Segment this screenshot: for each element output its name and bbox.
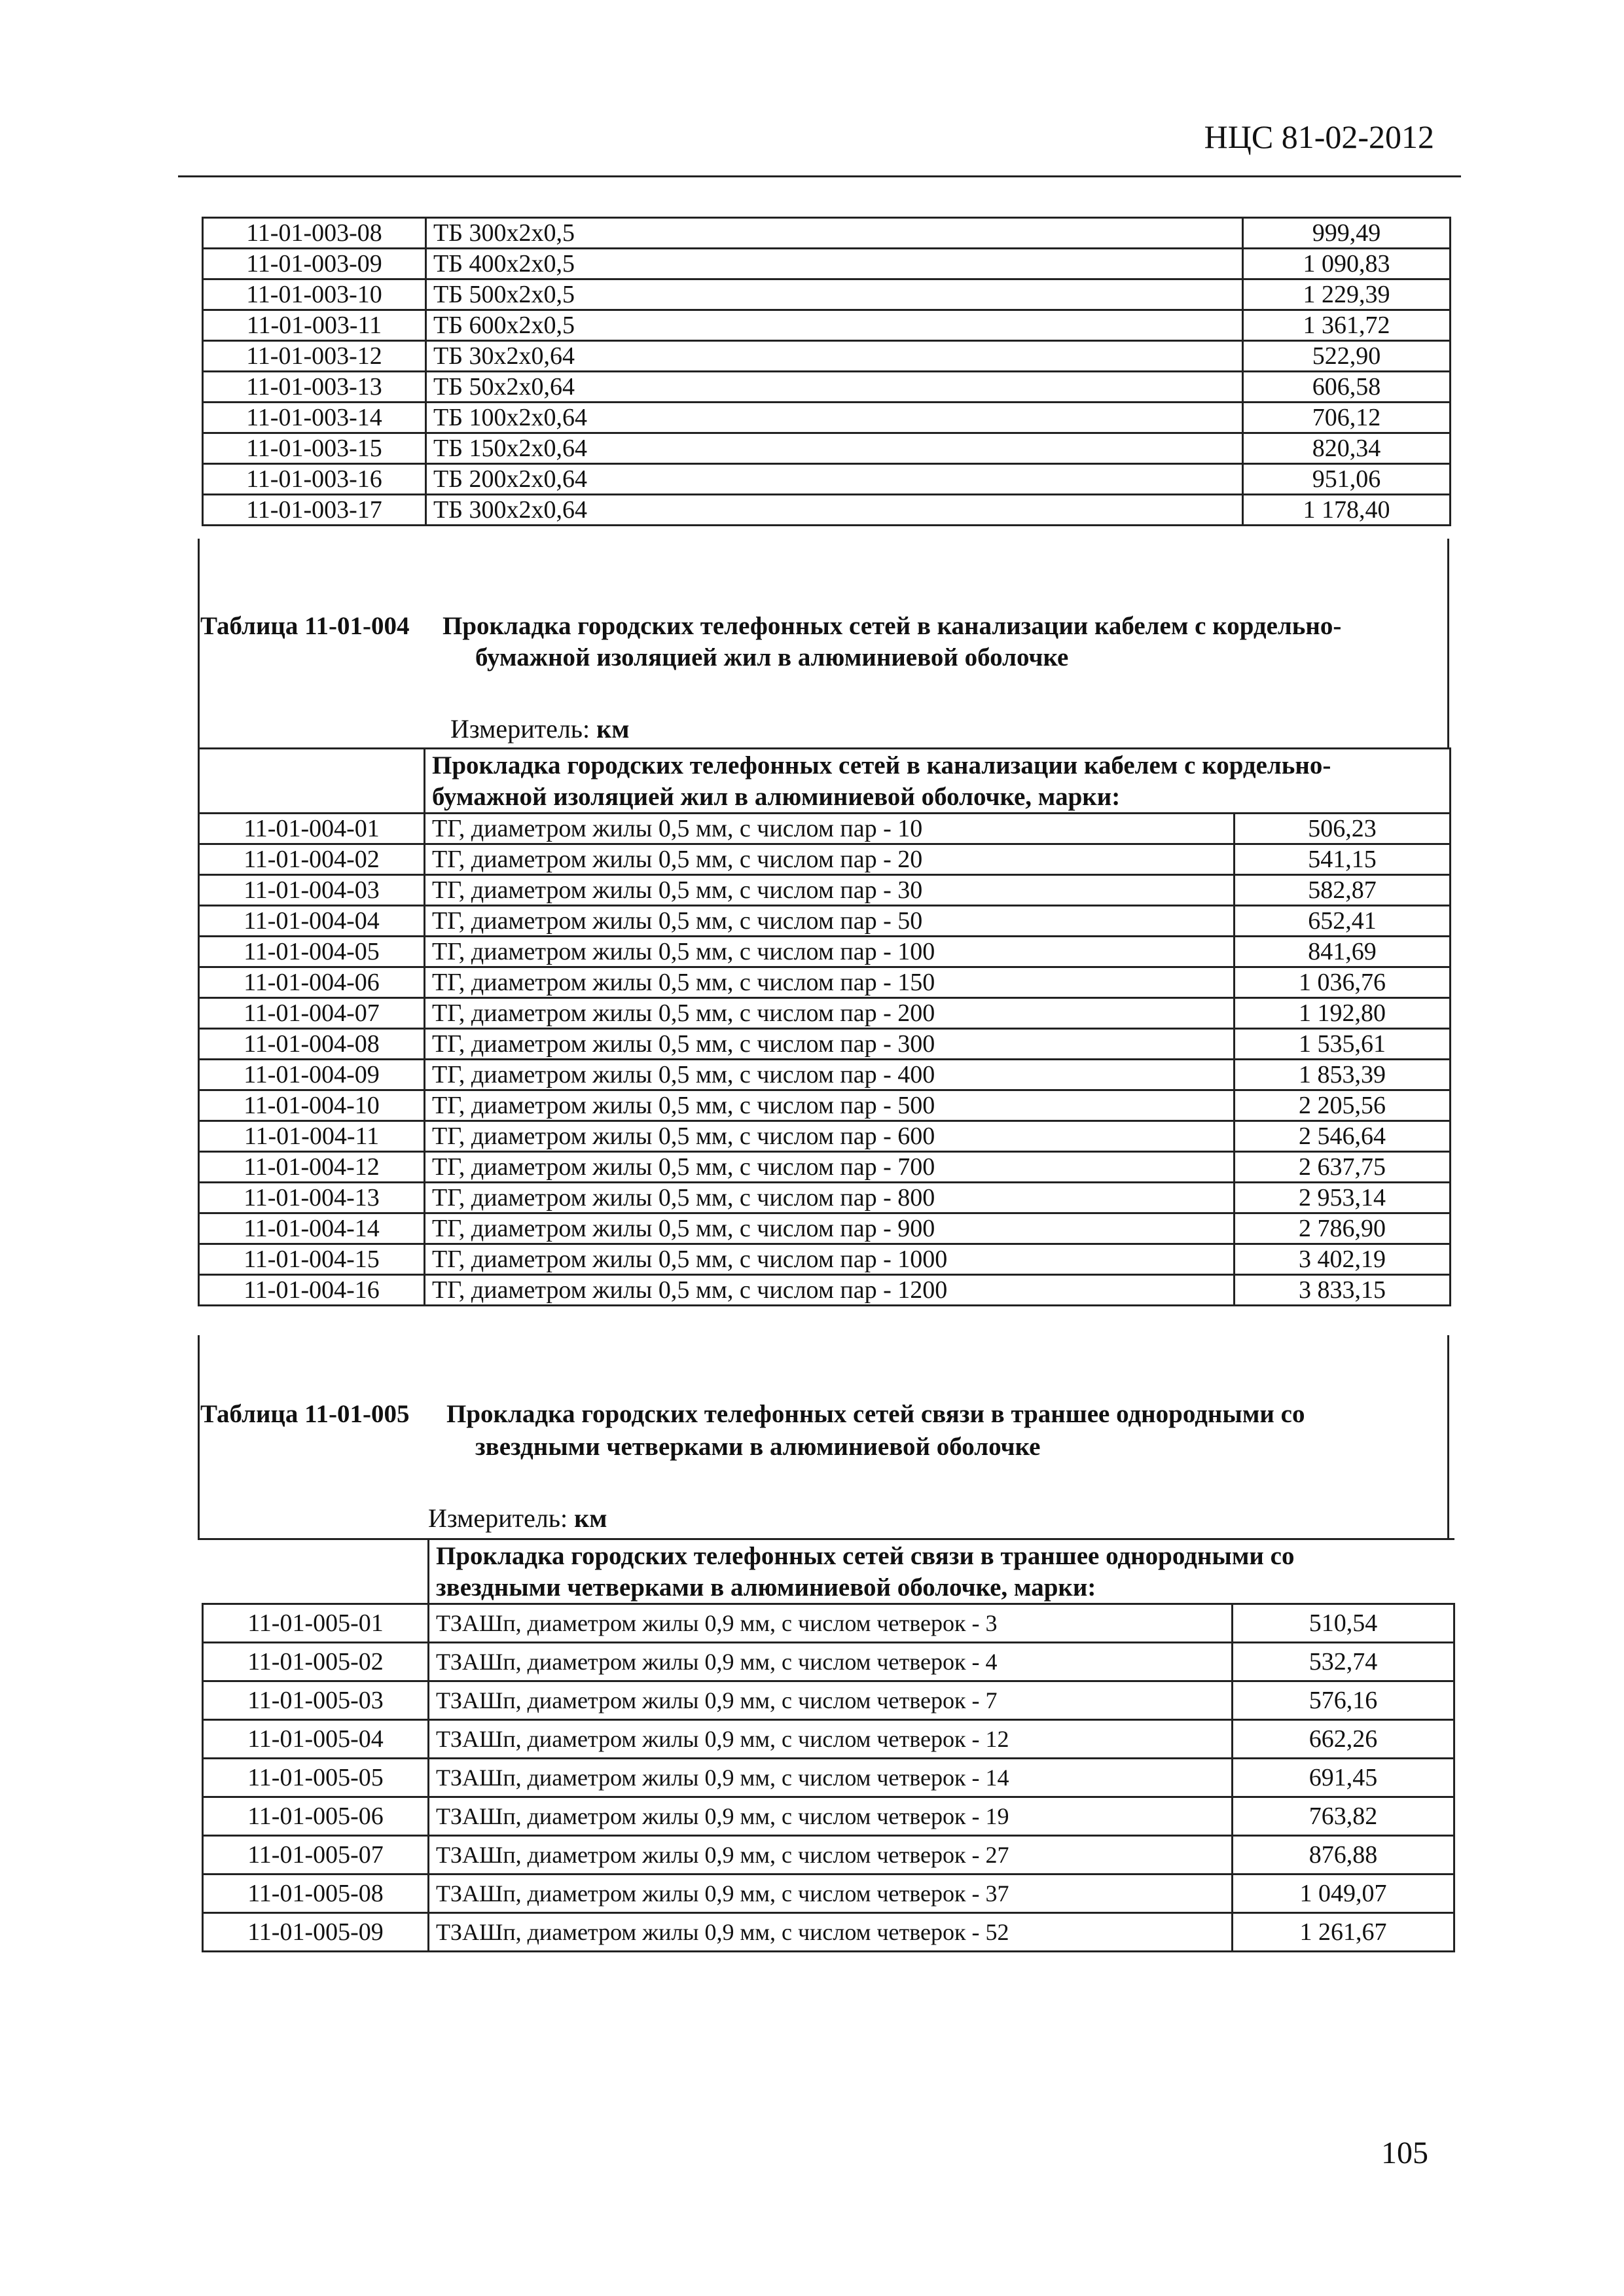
table-row (199, 1060, 1451, 1090)
value-cell: 691,45 (1233, 1759, 1454, 1797)
table-row (199, 1275, 1451, 1306)
code-cell: 11-01-003-15 (203, 433, 426, 464)
name-cell: ТГ, диаметром жилы 0,5 мм, с числом пар - 1200 (425, 1275, 1235, 1306)
table-row (203, 1604, 1454, 1643)
code-cell: 11-01-005-07 (203, 1836, 429, 1874)
name-cell: ТБ 30х2х0,64 (426, 341, 1243, 372)
table-row (203, 1681, 1454, 1720)
table-row (199, 814, 1451, 844)
table-row (203, 1836, 1454, 1874)
value-cell: 2 546,64 (1235, 1121, 1451, 1152)
code-cell: 11-01-003-11 (203, 310, 426, 341)
value-cell: 2 637,75 (1235, 1152, 1451, 1183)
value-cell: 763,82 (1233, 1797, 1454, 1836)
name-cell: ТЗАШп, диаметром жилы 0,9 мм, с числом четверок - 52 (429, 1913, 1233, 1952)
measure-unit-value: км (596, 714, 630, 744)
name-cell: ТГ, диаметром жилы 0,5 мм, с числом пар - 30 (425, 875, 1235, 906)
table-row (199, 937, 1451, 967)
header-rule (178, 175, 1461, 177)
name-cell: ТГ, диаметром жилы 0,5 мм, с числом пар - 900 (425, 1213, 1235, 1244)
name-cell: ТБ 100х2х0,64 (426, 403, 1243, 433)
code-cell: 11-01-003-10 (203, 279, 426, 310)
name-cell: ТГ, диаметром жилы 0,5 мм, с числом пар - 500 (425, 1090, 1235, 1121)
measure-unit-value: км (574, 1503, 607, 1533)
table-row (203, 403, 1451, 433)
table-row (203, 1797, 1454, 1836)
code-cell: 11-01-004-09 (199, 1060, 425, 1090)
table-row (203, 495, 1451, 526)
name-cell: ТГ, диаметром жилы 0,5 мм, с числом пар - 100 (425, 937, 1235, 967)
code-cell: 11-01-003-14 (203, 403, 426, 433)
value-cell: 606,58 (1243, 372, 1451, 403)
table-title-line2: звездными четверками в алюминиевой оболочке (475, 1433, 1041, 1461)
group-header-row (199, 749, 1451, 814)
table-label: Таблица 11-01-004 (200, 612, 410, 640)
code-cell: 11-01-005-06 (203, 1797, 429, 1836)
code-cell: 11-01-004-08 (199, 1029, 425, 1060)
table-body-rows (203, 1604, 1454, 1952)
price-table-11-01-003 (202, 217, 1451, 526)
section-frame-left (198, 1335, 200, 1538)
name-cell: ТГ, диаметром жилы 0,5 мм, с числом пар - 1000 (425, 1244, 1235, 1275)
name-cell: ТЗАШп, диаметром жилы 0,9 мм, с числом четверок - 3 (429, 1604, 1233, 1643)
table-row (199, 1244, 1451, 1275)
code-cell: 11-01-005-01 (203, 1604, 429, 1643)
value-cell: 876,88 (1233, 1836, 1454, 1874)
value-cell: 1 090,83 (1243, 249, 1451, 279)
name-cell: ТЗАШп, диаметром жилы 0,9 мм, с числом четверок - 19 (429, 1797, 1233, 1836)
name-cell: ТГ, диаметром жилы 0,5 мм, с числом пар - 300 (425, 1029, 1235, 1060)
group-header-row (203, 1539, 1454, 1604)
code-cell: 11-01-004-06 (199, 967, 425, 998)
table-body (199, 749, 1451, 814)
measure-label: Измеритель: (428, 1503, 575, 1533)
name-cell: ТЗАШп, диаметром жилы 0,9 мм, с числом четверок - 4 (429, 1643, 1233, 1681)
name-cell: ТБ 500х2х0,5 (426, 279, 1243, 310)
code-cell: 11-01-004-12 (199, 1152, 425, 1183)
table-row (203, 1759, 1454, 1797)
group-heading-line2: бумажной изоляцией жил в алюминиевой оболочке, марки: (432, 783, 1121, 811)
table-row (203, 433, 1451, 464)
price-table-11-01-004 (198, 747, 1451, 1306)
value-cell: 1 192,80 (1235, 998, 1451, 1029)
table-row (203, 249, 1451, 279)
table-row (203, 341, 1451, 372)
value-cell: 999,49 (1243, 218, 1451, 249)
name-cell: ТГ, диаметром жилы 0,5 мм, с числом пар - 200 (425, 998, 1235, 1029)
value-cell: 820,34 (1243, 433, 1451, 464)
name-cell: ТГ, диаметром жилы 0,5 мм, с числом пар - 150 (425, 967, 1235, 998)
value-cell: 3 402,19 (1235, 1244, 1451, 1275)
code-cell: 11-01-004-11 (199, 1121, 425, 1152)
name-cell: ТЗАШп, диаметром жилы 0,9 мм, с числом четверок - 37 (429, 1874, 1233, 1913)
table-row (199, 1213, 1451, 1244)
value-cell: 1 361,72 (1243, 310, 1451, 341)
value-cell: 951,06 (1243, 464, 1451, 495)
name-cell: ТБ 600х2х0,5 (426, 310, 1243, 341)
code-cell: 11-01-004-05 (199, 937, 425, 967)
name-cell: ТГ, диаметром жилы 0,5 мм, с числом пар - 400 (425, 1060, 1235, 1090)
code-cell: 11-01-004-07 (199, 998, 425, 1029)
value-cell: 652,41 (1235, 906, 1451, 937)
code-cell: 11-01-004-14 (199, 1213, 425, 1244)
price-table-11-01-005 (202, 1538, 1455, 1952)
value-cell: 1 535,61 (1235, 1029, 1451, 1060)
table-label: Таблица 11-01-005 (200, 1400, 410, 1428)
value-cell: 532,74 (1233, 1643, 1454, 1681)
table-row (199, 967, 1451, 998)
table-row (203, 279, 1451, 310)
code-cell: 11-01-005-09 (203, 1913, 429, 1952)
code-cell: 11-01-004-16 (199, 1275, 425, 1306)
value-cell: 3 833,15 (1235, 1275, 1451, 1306)
table-row (203, 372, 1451, 403)
table-title-line2: бумажной изоляцией жил в алюминиевой оболочке (475, 643, 1069, 672)
code-cell: 11-01-004-02 (199, 844, 425, 875)
code-cell: 11-01-003-12 (203, 341, 426, 372)
code-cell: 11-01-005-08 (203, 1874, 429, 1913)
table-row (203, 218, 1451, 249)
code-cell: 11-01-003-09 (203, 249, 426, 279)
group-heading-line1: Прокладка городских телефонных сетей связи в траншее однородными со (436, 1542, 1295, 1570)
value-cell: 2 953,14 (1235, 1183, 1451, 1213)
table-row (199, 1183, 1451, 1213)
value-cell: 1 853,39 (1235, 1060, 1451, 1090)
table-row (203, 464, 1451, 495)
table-title-line1: Прокладка городских телефонных сетей в канализации кабелем с кордельно- (442, 612, 1342, 640)
name-cell: ТБ 400х2х0,5 (426, 249, 1243, 279)
measure-unit (450, 713, 629, 744)
measure-label: Измеритель: (450, 714, 597, 744)
name-cell: ТБ 50х2х0,64 (426, 372, 1243, 403)
value-cell: 706,12 (1243, 403, 1451, 433)
name-cell: ТЗАШп, диаметром жилы 0,9 мм, с числом четверок - 7 (429, 1681, 1233, 1720)
code-cell: 11-01-003-13 (203, 372, 426, 403)
value-cell: 1 261,67 (1233, 1913, 1454, 1952)
table-row (199, 1121, 1451, 1152)
code-cell: 11-01-005-03 (203, 1681, 429, 1720)
name-cell: ТЗАШп, диаметром жилы 0,9 мм, с числом четверок - 27 (429, 1836, 1233, 1874)
value-cell: 1 229,39 (1243, 279, 1451, 310)
document-header: НЦС 81-02-2012 (1204, 118, 1434, 155)
name-cell: ТГ, диаметром жилы 0,5 мм, с числом пар - 600 (425, 1121, 1235, 1152)
code-cell: 11-01-003-08 (203, 218, 426, 249)
name-cell: ТГ, диаметром жилы 0,5 мм, с числом пар - 10 (425, 814, 1235, 844)
group-heading-line2: звездными четверками в алюминиевой оболочке, марки: (436, 1573, 1096, 1602)
value-cell: 541,15 (1235, 844, 1451, 875)
value-cell: 522,90 (1243, 341, 1451, 372)
code-cell: 11-01-003-17 (203, 495, 426, 526)
table-row (199, 1152, 1451, 1183)
code-cell: 11-01-005-05 (203, 1759, 429, 1797)
table-row (199, 844, 1451, 875)
value-cell: 2 786,90 (1235, 1213, 1451, 1244)
value-cell: 506,23 (1235, 814, 1451, 844)
code-cell: 11-01-004-10 (199, 1090, 425, 1121)
table-row (199, 1029, 1451, 1060)
code-cell: 11-01-003-16 (203, 464, 426, 495)
value-cell: 1 036,76 (1235, 967, 1451, 998)
group-heading-line1: Прокладка городских телефонных сетей в канализации кабелем с кордельно- (432, 751, 1331, 780)
table-title-line1: Прокладка городских телефонных сетей связи в траншее однородными со (446, 1400, 1305, 1428)
code-cell: 11-01-004-15 (199, 1244, 425, 1275)
name-cell: ТБ 300х2х0,5 (426, 218, 1243, 249)
value-cell: 841,69 (1235, 937, 1451, 967)
value-cell: 2 205,56 (1235, 1090, 1451, 1121)
section-frame-right (1447, 539, 1449, 747)
name-cell: ТЗАШп, диаметром жилы 0,9 мм, с числом четверок - 12 (429, 1720, 1233, 1759)
name-cell: ТГ, диаметром жилы 0,5 мм, с числом пар - 20 (425, 844, 1235, 875)
name-cell: ТБ 150х2х0,64 (426, 433, 1243, 464)
measure-unit (428, 1503, 607, 1534)
table-body (203, 218, 1451, 526)
table-body-rows (199, 814, 1451, 1306)
name-cell: ТГ, диаметром жилы 0,5 мм, с числом пар - 50 (425, 906, 1235, 937)
table-row (203, 1643, 1454, 1681)
value-cell: 662,26 (1233, 1720, 1454, 1759)
name-cell: ТБ 200х2х0,64 (426, 464, 1243, 495)
section-frame-right (1447, 1335, 1449, 1538)
table-row (203, 310, 1451, 341)
code-cell: 11-01-005-02 (203, 1643, 429, 1681)
code-cell: 11-01-005-04 (203, 1720, 429, 1759)
value-cell: 576,16 (1233, 1681, 1454, 1720)
table-body (203, 1539, 1454, 1604)
table-row (199, 906, 1451, 937)
code-cell: 11-01-004-01 (199, 814, 425, 844)
page-number: 105 (1381, 2136, 1428, 2170)
table-row (203, 1874, 1454, 1913)
value-cell: 1 178,40 (1243, 495, 1451, 526)
value-cell: 510,54 (1233, 1604, 1454, 1643)
name-cell: ТЗАШп, диаметром жилы 0,9 мм, с числом четверок - 14 (429, 1759, 1233, 1797)
code-cell: 11-01-004-13 (199, 1183, 425, 1213)
table-row (199, 875, 1451, 906)
value-cell: 582,87 (1235, 875, 1451, 906)
name-cell: ТГ, диаметром жилы 0,5 мм, с числом пар - 800 (425, 1183, 1235, 1213)
code-cell: 11-01-004-04 (199, 906, 425, 937)
table-row (203, 1720, 1454, 1759)
name-cell: ТГ, диаметром жилы 0,5 мм, с числом пар - 700 (425, 1152, 1235, 1183)
table-row (203, 1913, 1454, 1952)
value-cell: 1 049,07 (1233, 1874, 1454, 1913)
table-row (199, 1090, 1451, 1121)
section-frame-left (198, 539, 200, 747)
table-row (199, 998, 1451, 1029)
name-cell: ТБ 300х2х0,64 (426, 495, 1243, 526)
code-cell: 11-01-004-03 (199, 875, 425, 906)
